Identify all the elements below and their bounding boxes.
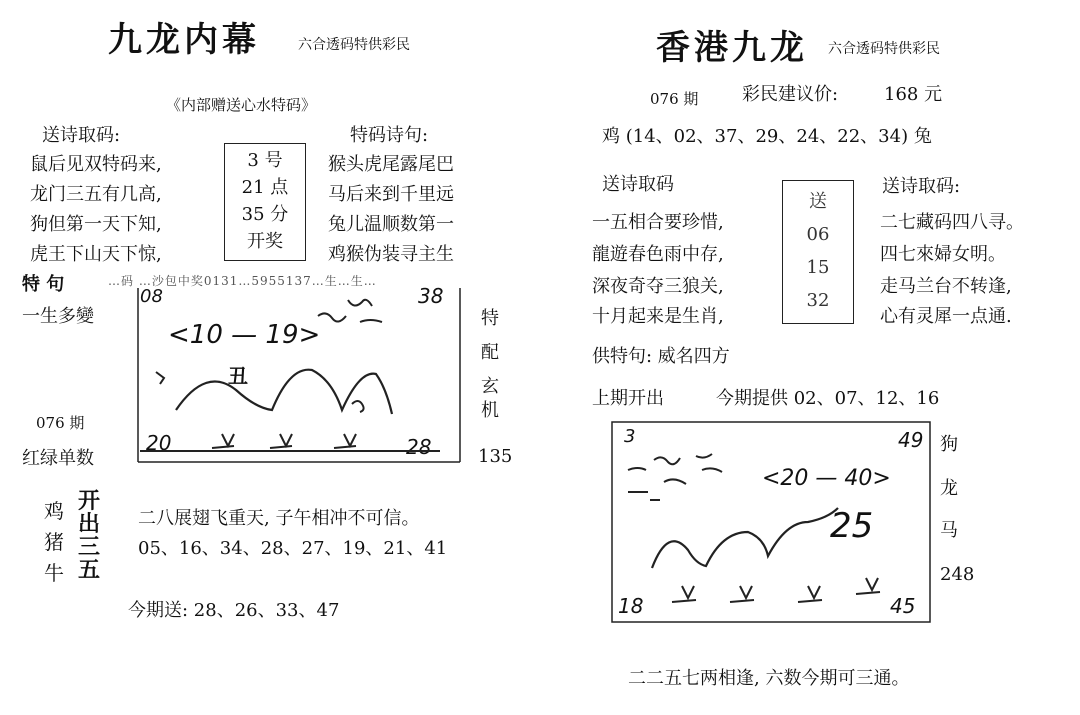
- right-footer-verse: 二二五七两相逢, 六数今期可三通。: [628, 668, 910, 689]
- right-poem-heading: 送诗取码: [602, 174, 674, 195]
- chart-tag-bottom-right: 28: [406, 435, 432, 459]
- right-poem-line: 龍遊春色雨中存,: [592, 244, 724, 265]
- right-poem-line: 深夜奇夺三狼关,: [592, 276, 724, 297]
- zodiac: 鸡: [44, 499, 64, 523]
- right-chart-mid: 25: [830, 506, 874, 546]
- left-chart-mark: [352, 401, 364, 412]
- right-chart-check: [672, 586, 696, 602]
- odd-even-label: 红绿单数: [22, 448, 94, 469]
- chart-zodiac-char: 丑: [228, 364, 248, 388]
- provide-numbers: 今期提供 02、07、12、16: [716, 388, 940, 409]
- price-value: 168 元: [884, 84, 943, 105]
- number-248: 248: [940, 564, 975, 585]
- right-period: 076 期: [650, 90, 699, 108]
- draw-open: 开奖: [247, 231, 283, 252]
- open-char: 出: [78, 511, 101, 537]
- send-number: 32: [806, 290, 830, 311]
- right-poem-line: 十月起来是生肖,: [592, 306, 724, 327]
- open-column: [78, 490, 100, 582]
- left-poem-line: 狗但第一天下知,: [30, 214, 162, 235]
- zodiac-column: [44, 496, 64, 589]
- right-chart-tag-bottom-left: 18: [618, 594, 644, 618]
- left-number-list: 05、16、34、28、27、19、21、41: [138, 538, 448, 559]
- open-char: 开: [78, 488, 101, 514]
- left-subtitle: 六合透码特供彩民: [298, 37, 410, 53]
- right-chart-tag-bottom-right: 45: [890, 594, 916, 618]
- obscured-line: …码 …沙包中奖0131…5955137…生…生…: [108, 274, 377, 288]
- zodiac: 猪: [44, 530, 64, 554]
- send-label: 送: [809, 191, 827, 212]
- right-poem-line-2: 心有灵犀一点通.: [880, 306, 1012, 327]
- left-special-poem-heading: 特码诗句:: [350, 125, 429, 146]
- left-chart-mark: [156, 372, 164, 384]
- right-title: 香港九龙: [656, 28, 808, 68]
- side-animal: 马: [940, 520, 958, 541]
- left-period: 076 期: [36, 414, 85, 432]
- price-label: 彩民建议价:: [742, 84, 839, 105]
- vertical-char: 特: [481, 308, 499, 329]
- open-char: 五: [78, 557, 101, 583]
- left-poem-heading: 送诗取码:: [42, 125, 121, 146]
- right-chart-tag-top-left: 3: [624, 426, 636, 447]
- send-number: 15: [806, 257, 830, 278]
- side-animal: 狗: [940, 434, 958, 455]
- right-chart-check: [798, 586, 822, 602]
- left-chart-scribble: [318, 300, 382, 322]
- right-chart-check: [730, 586, 754, 602]
- left-special-poem-line: 马后来到千里远: [328, 184, 454, 205]
- right-chart-range: <20 — 40>: [762, 466, 891, 491]
- left-chart-check: [270, 434, 292, 448]
- left-today-send: 今期送: 28、26、33、47: [128, 600, 340, 621]
- right-poem-line-2: 走马兰台不转逢,: [880, 276, 1012, 297]
- special-sentence: 供特句: 威名四方: [592, 346, 730, 367]
- phrase: 一生多變: [22, 306, 94, 327]
- right-poem-line: 一五相合要珍惜,: [592, 212, 724, 233]
- send-number: 06: [806, 224, 830, 245]
- send-number-box: [782, 180, 854, 324]
- left-poem-line: 虎王下山天下惊,: [30, 244, 162, 265]
- right-poem-line-2: 四七來婦女明。: [880, 244, 1006, 265]
- right-chart-frame: [612, 422, 930, 622]
- vertical-char: 玄: [481, 376, 499, 397]
- chart-tag-bottom-left: 20: [146, 431, 172, 455]
- left-special-poem-line: 兔儿温顺数第一: [328, 214, 454, 235]
- right-chart-tag-top-right: 49: [898, 428, 924, 452]
- right-chart-check: [856, 578, 880, 594]
- right-poem-line-2: 二七藏码四八寻。: [880, 212, 1024, 233]
- open-char: 三: [78, 534, 101, 560]
- left-poem-line: 龙门三五有几高,: [30, 184, 162, 205]
- vertical-char: 机: [481, 400, 499, 421]
- draw-minute: 35 分: [241, 204, 289, 225]
- left-chart-check: [212, 434, 234, 448]
- right-chart-scribble: [628, 454, 722, 500]
- side-animal: 龙: [940, 478, 958, 499]
- right-poem-heading-2: 送诗取码:: [882, 176, 961, 197]
- right-subtitle: 六合透码特供彩民: [828, 41, 940, 57]
- left-title: 九龙内幕: [108, 20, 260, 60]
- left-poem-line: 鼠后见双特码来,: [30, 154, 162, 175]
- number-135: 135: [478, 446, 513, 467]
- left-special-poem-line: 鸡猴伪装寻主生: [328, 244, 454, 265]
- chart-tag-top-left: 08: [140, 286, 163, 307]
- left-verse: 二八展翅飞重天, 子午相冲不可信。: [138, 508, 420, 529]
- left-chart-check: [334, 434, 356, 448]
- chart-range: <10 — 19>: [168, 320, 321, 350]
- chart-tag-top-right: 38: [418, 284, 444, 308]
- left-chart-mountain: [176, 370, 392, 414]
- right-chart-mountain: [652, 508, 838, 568]
- draw-hour: 21 点: [241, 177, 289, 198]
- left-special-poem-line: 猴头虎尾露尾巴: [328, 154, 454, 175]
- left-gift-title: 《内部赠送心水特码》: [166, 96, 317, 114]
- vertical-char: 配: [481, 342, 499, 363]
- last-issue-label: 上期开出: [592, 388, 664, 409]
- draw-number: 3 号: [247, 150, 283, 171]
- chicken-rabbit-row: 鸡 (14、02、37、29、24、22、34) 兔: [602, 126, 932, 147]
- zodiac: 牛: [44, 561, 64, 585]
- special-sentence-label: 特 句: [22, 274, 65, 295]
